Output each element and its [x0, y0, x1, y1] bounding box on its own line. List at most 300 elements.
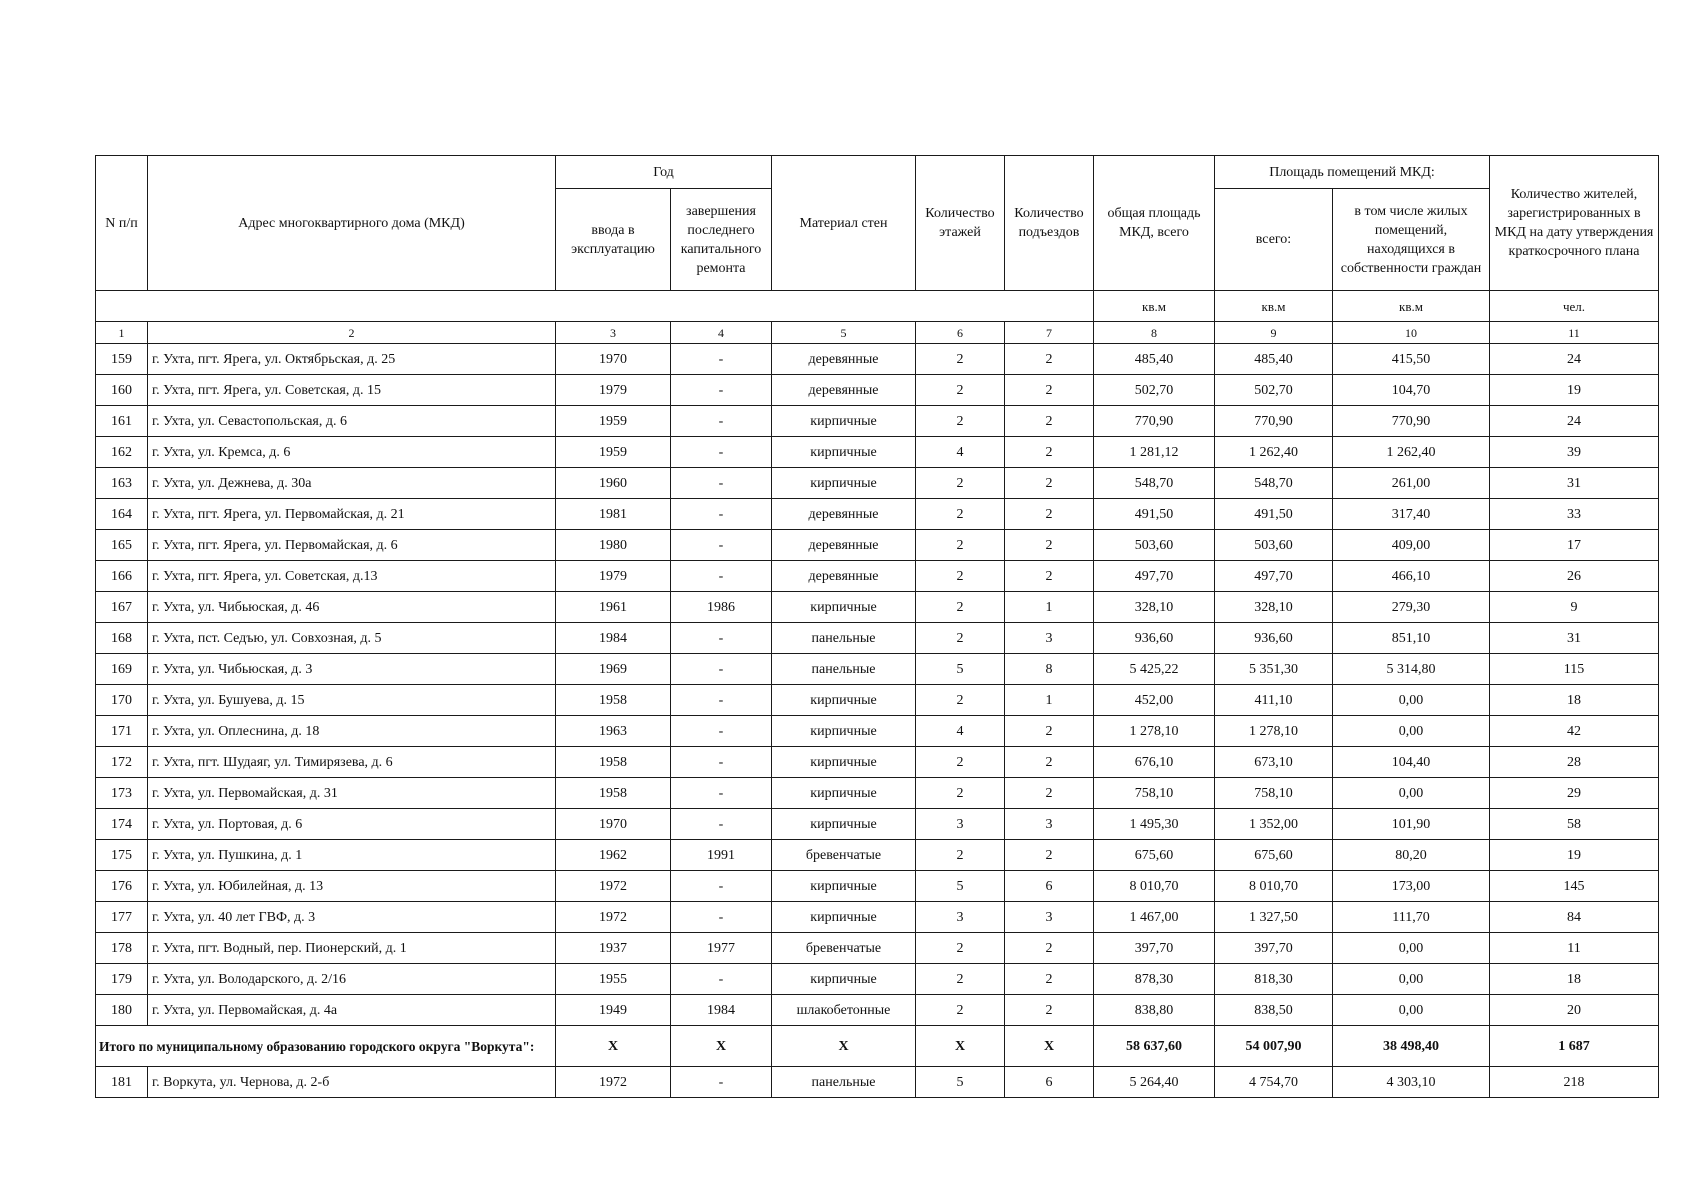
row-address: г. Ухта, пгт. Шудаяг, ул. Тимирязева, д. 6: [148, 747, 556, 778]
table-row: [96, 437, 1659, 468]
column-number: 1: [96, 322, 148, 344]
row-total-area: 328,10: [1094, 592, 1215, 623]
row-area-all: 838,50: [1215, 995, 1333, 1026]
row-num: 161: [96, 406, 148, 437]
row-num: 167: [96, 592, 148, 623]
row-year-commission: 1972: [556, 902, 671, 933]
row-residents: 11: [1490, 933, 1659, 964]
row-entrances: 2: [1005, 530, 1094, 561]
row-num: 180: [96, 995, 148, 1026]
row-total-area: 676,10: [1094, 747, 1215, 778]
row-floors: 5: [916, 654, 1005, 685]
header-year-commission: ввода в эксплуатацию: [556, 189, 671, 291]
row-total-area: 1 467,00: [1094, 902, 1215, 933]
total-cell: 38 498,40: [1333, 1026, 1490, 1067]
row-year-commission: 1979: [556, 561, 671, 592]
row-area-private: 279,30: [1333, 592, 1490, 623]
row-entrances: 2: [1005, 468, 1094, 499]
row-floors: 2: [916, 344, 1005, 375]
row-floors: 2: [916, 561, 1005, 592]
table-row: [96, 747, 1659, 778]
row-year-repair: -: [671, 902, 772, 933]
row-area-all: 675,60: [1215, 840, 1333, 871]
row-area-all: 1 278,10: [1215, 716, 1333, 747]
row-address: г. Ухта, ул. Пушкина, д. 1: [148, 840, 556, 871]
row-entrances: 2: [1005, 964, 1094, 995]
row-address: г. Ухта, ул. Чибьюская, д. 46: [148, 592, 556, 623]
row-year-repair: -: [671, 468, 772, 499]
row-residents: 145: [1490, 871, 1659, 902]
row-wall-material: кирпичные: [772, 716, 916, 747]
table-row: [96, 499, 1659, 530]
row-year-repair: -: [671, 499, 772, 530]
table-row: [96, 871, 1659, 902]
row-floors: 3: [916, 902, 1005, 933]
row-entrances: 2: [1005, 778, 1094, 809]
row-year-commission: 1961: [556, 592, 671, 623]
row-num: 172: [96, 747, 148, 778]
table-row: [96, 344, 1659, 375]
row-residents: 31: [1490, 623, 1659, 654]
row-year-commission: 1959: [556, 406, 671, 437]
row-wall-material: кирпичные: [772, 592, 916, 623]
row-area-private: 317,40: [1333, 499, 1490, 530]
row-address: г. Ухта, ул. Портовая, д. 6: [148, 809, 556, 840]
row-address: г. Ухта, ул. Первомайская, д. 31: [148, 778, 556, 809]
row-total-area: 1 281,12: [1094, 437, 1215, 468]
row-entrances: 8: [1005, 654, 1094, 685]
row-entrances: 2: [1005, 933, 1094, 964]
table-body: [96, 344, 1659, 1026]
header-total-area: общая площадь МКД, всего: [1094, 156, 1215, 291]
row-address: г. Ухта, пгт. Ярега, ул. Октябрьская, д. 25: [148, 344, 556, 375]
row-floors: 5: [916, 871, 1005, 902]
table-row: [96, 530, 1659, 561]
row-floors: 4: [916, 716, 1005, 747]
row-residents: 18: [1490, 685, 1659, 716]
row-num: 174: [96, 809, 148, 840]
row-area-all: 411,10: [1215, 685, 1333, 716]
header-num: N п/п: [96, 156, 148, 291]
row-total-area: 838,80: [1094, 995, 1215, 1026]
row-residents: 115: [1490, 654, 1659, 685]
header-area-private: в том числе жилых помещений, находящихся в собственности граждан: [1333, 189, 1490, 291]
row-residents: 24: [1490, 344, 1659, 375]
row-num: 177: [96, 902, 148, 933]
row-address: г. Ухта, ул. Оплеснина, д. 18: [148, 716, 556, 747]
row-wall-material: деревянные: [772, 561, 916, 592]
row-year-repair: -: [671, 654, 772, 685]
table-row: [96, 406, 1659, 437]
row-total-area: 758,10: [1094, 778, 1215, 809]
row-area-private: 0,00: [1333, 716, 1490, 747]
row-area-all: 818,30: [1215, 964, 1333, 995]
row-year-repair: -: [671, 778, 772, 809]
row-year-commission: 1959: [556, 437, 671, 468]
row-year-commission: 1963: [556, 716, 671, 747]
row-num: 179: [96, 964, 148, 995]
row-entrances: 6: [1005, 1067, 1094, 1098]
row-year-commission: 1980: [556, 530, 671, 561]
row-address: г. Ухта, пгт. Водный, пер. Пионерский, д. 1: [148, 933, 556, 964]
row-floors: 2: [916, 375, 1005, 406]
row-entrances: 3: [1005, 902, 1094, 933]
row-year-repair: -: [671, 344, 772, 375]
row-wall-material: кирпичные: [772, 902, 916, 933]
row-entrances: 2: [1005, 406, 1094, 437]
row-area-all: 936,60: [1215, 623, 1333, 654]
row-residents: 18: [1490, 964, 1659, 995]
row-residents: 20: [1490, 995, 1659, 1026]
row-residents: 19: [1490, 840, 1659, 871]
total-cell: 54 007,90: [1215, 1026, 1333, 1067]
row-address: г. Ухта, ул. Володарского, д. 2/16: [148, 964, 556, 995]
row-floors: 2: [916, 406, 1005, 437]
row-area-private: 0,00: [1333, 685, 1490, 716]
column-number: 3: [556, 322, 671, 344]
row-wall-material: панельные: [772, 1067, 916, 1098]
row-address: г. Ухта, пгт. Ярега, ул. Первомайская, д. 21: [148, 499, 556, 530]
row-address: г. Ухта, пгт. Ярега, ул. Советская, д. 15: [148, 375, 556, 406]
row-wall-material: панельные: [772, 654, 916, 685]
row-year-repair: -: [671, 716, 772, 747]
unit-total-area: кв.м: [1094, 291, 1215, 322]
housing-table-sheet: [95, 155, 1658, 1098]
row-wall-material: деревянные: [772, 375, 916, 406]
row-floors: 2: [916, 964, 1005, 995]
table-row: [96, 716, 1659, 747]
row-area-private: 0,00: [1333, 995, 1490, 1026]
row-year-repair: -: [671, 1067, 772, 1098]
row-num: 175: [96, 840, 148, 871]
column-number: 11: [1490, 322, 1659, 344]
row-total-area: 503,60: [1094, 530, 1215, 561]
row-entrances: 2: [1005, 995, 1094, 1026]
row-year-commission: 1955: [556, 964, 671, 995]
row-entrances: 1: [1005, 592, 1094, 623]
row-residents: 17: [1490, 530, 1659, 561]
column-number: 10: [1333, 322, 1490, 344]
row-area-all: 502,70: [1215, 375, 1333, 406]
total-cell: X: [772, 1026, 916, 1067]
row-address: г. Ухта, пгт. Ярега, ул. Советская, д.13: [148, 561, 556, 592]
row-year-commission: 1962: [556, 840, 671, 871]
header-year-repair: завершения последнего капитального ремонта: [671, 189, 772, 291]
row-residents: 24: [1490, 406, 1659, 437]
row-residents: 58: [1490, 809, 1659, 840]
row-area-private: 101,90: [1333, 809, 1490, 840]
row-entrances: 2: [1005, 561, 1094, 592]
row-total-area: 1 495,30: [1094, 809, 1215, 840]
row-address: г. Ухта, ул. Севастопольская, д. 6: [148, 406, 556, 437]
row-entrances: 2: [1005, 375, 1094, 406]
row-area-private: 770,90: [1333, 406, 1490, 437]
table-row: [96, 561, 1659, 592]
row-entrances: 6: [1005, 871, 1094, 902]
row-area-private: 80,20: [1333, 840, 1490, 871]
row-num: 163: [96, 468, 148, 499]
row-area-all: 770,90: [1215, 406, 1333, 437]
row-wall-material: кирпичные: [772, 406, 916, 437]
row-address: г. Воркута, ул. Чернова, д. 2-б: [148, 1067, 556, 1098]
row-area-private: 466,10: [1333, 561, 1490, 592]
unit-area-all: кв.м: [1215, 291, 1333, 322]
row-year-repair: -: [671, 747, 772, 778]
row-residents: 33: [1490, 499, 1659, 530]
table-row: [96, 964, 1659, 995]
row-residents: 19: [1490, 375, 1659, 406]
row-wall-material: кирпичные: [772, 468, 916, 499]
table-row: [96, 778, 1659, 809]
row-address: г. Ухта, ул. Дежнева, д. 30а: [148, 468, 556, 499]
row-wall-material: панельные: [772, 623, 916, 654]
header-wall-material: Материал стен: [772, 156, 916, 291]
row-year-repair: -: [671, 530, 772, 561]
row-floors: 2: [916, 592, 1005, 623]
row-residents: 28: [1490, 747, 1659, 778]
row-total-area: 770,90: [1094, 406, 1215, 437]
row-floors: 2: [916, 499, 1005, 530]
row-num: 160: [96, 375, 148, 406]
row-area-all: 503,60: [1215, 530, 1333, 561]
row-year-repair: 1984: [671, 995, 772, 1026]
row-area-private: 0,00: [1333, 933, 1490, 964]
header-address: Адрес многоквартирного дома (МКД): [148, 156, 556, 291]
row-year-repair: 1977: [671, 933, 772, 964]
row-year-commission: 1972: [556, 871, 671, 902]
table-row: [96, 809, 1659, 840]
row-area-private: 173,00: [1333, 871, 1490, 902]
total-cell: X: [671, 1026, 772, 1067]
row-total-area: 397,70: [1094, 933, 1215, 964]
row-wall-material: кирпичные: [772, 685, 916, 716]
row-year-commission: 1970: [556, 809, 671, 840]
row-wall-material: кирпичные: [772, 871, 916, 902]
row-residents: 29: [1490, 778, 1659, 809]
row-year-repair: -: [671, 623, 772, 654]
row-year-commission: 1958: [556, 747, 671, 778]
row-year-commission: 1970: [556, 344, 671, 375]
row-address: г. Ухта, ул. 40 лет ГВФ, д. 3: [148, 902, 556, 933]
row-floors: 2: [916, 623, 1005, 654]
row-wall-material: кирпичные: [772, 964, 916, 995]
row-year-repair: -: [671, 375, 772, 406]
row-total-area: 5 425,22: [1094, 654, 1215, 685]
row-num: 165: [96, 530, 148, 561]
total-cell: X: [916, 1026, 1005, 1067]
header-area-group: Площадь помещений МКД:: [1215, 156, 1490, 189]
row-wall-material: бревенчатые: [772, 933, 916, 964]
row-num: 164: [96, 499, 148, 530]
row-wall-material: шлакобетонные: [772, 995, 916, 1026]
row-entrances: 2: [1005, 747, 1094, 778]
column-number: 9: [1215, 322, 1333, 344]
row-year-commission: 1972: [556, 1067, 671, 1098]
table-row: [96, 902, 1659, 933]
row-area-private: 415,50: [1333, 344, 1490, 375]
row-area-all: 673,10: [1215, 747, 1333, 778]
row-year-repair: -: [671, 871, 772, 902]
row-year-commission: 1960: [556, 468, 671, 499]
row-area-all: 1 327,50: [1215, 902, 1333, 933]
row-area-all: 8 010,70: [1215, 871, 1333, 902]
row-area-private: 111,70: [1333, 902, 1490, 933]
row-floors: 2: [916, 747, 1005, 778]
row-floors: 3: [916, 809, 1005, 840]
row-area-private: 0,00: [1333, 964, 1490, 995]
row-total-area: 497,70: [1094, 561, 1215, 592]
row-total-area: 548,70: [1094, 468, 1215, 499]
row-address: г. Ухта, пст. Седъю, ул. Совхозная, д. 5: [148, 623, 556, 654]
row-area-private: 851,10: [1333, 623, 1490, 654]
row-year-commission: 1984: [556, 623, 671, 654]
row-floors: 5: [916, 1067, 1005, 1098]
row-wall-material: кирпичные: [772, 778, 916, 809]
row-area-all: 1 262,40: [1215, 437, 1333, 468]
column-number: 5: [772, 322, 916, 344]
row-year-repair: 1991: [671, 840, 772, 871]
row-year-commission: 1979: [556, 375, 671, 406]
row-area-private: 5 314,80: [1333, 654, 1490, 685]
column-number-row: [96, 322, 1659, 344]
row-address: г. Ухта, ул. Первомайская, д. 4а: [148, 995, 556, 1026]
row-year-commission: 1949: [556, 995, 671, 1026]
row-wall-material: кирпичные: [772, 437, 916, 468]
row-year-repair: 1986: [671, 592, 772, 623]
row-area-all: 485,40: [1215, 344, 1333, 375]
row-total-area: 878,30: [1094, 964, 1215, 995]
row-area-private: 261,00: [1333, 468, 1490, 499]
row-area-all: 491,50: [1215, 499, 1333, 530]
row-total-area: 675,60: [1094, 840, 1215, 871]
row-residents: 9: [1490, 592, 1659, 623]
column-number: 8: [1094, 322, 1215, 344]
row-entrances: 2: [1005, 344, 1094, 375]
row-wall-material: бревенчатые: [772, 840, 916, 871]
row-area-all: 4 754,70: [1215, 1067, 1333, 1098]
table-row: [96, 654, 1659, 685]
unit-residents: чел.: [1490, 291, 1659, 322]
row-area-private: 104,40: [1333, 747, 1490, 778]
table-row: [96, 468, 1659, 499]
column-number: 2: [148, 322, 556, 344]
row-floors: 2: [916, 530, 1005, 561]
row-total-area: 936,60: [1094, 623, 1215, 654]
row-area-private: 409,00: [1333, 530, 1490, 561]
column-number: 7: [1005, 322, 1094, 344]
row-total-area: 452,00: [1094, 685, 1215, 716]
total-cell: X: [1005, 1026, 1094, 1067]
row-total-area: 8 010,70: [1094, 871, 1215, 902]
row-residents: 39: [1490, 437, 1659, 468]
row-entrances: 2: [1005, 716, 1094, 747]
row-wall-material: кирпичные: [772, 809, 916, 840]
row-year-repair: -: [671, 561, 772, 592]
table-row: [96, 685, 1659, 716]
row-total-area: 485,40: [1094, 344, 1215, 375]
total-cell: 1 687: [1490, 1026, 1659, 1067]
row-year-repair: -: [671, 406, 772, 437]
row-num: 166: [96, 561, 148, 592]
row-address: г. Ухта, ул. Кремса, д. 6: [148, 437, 556, 468]
row-num: 178: [96, 933, 148, 964]
row-residents: 84: [1490, 902, 1659, 933]
row-entrances: 2: [1005, 437, 1094, 468]
header-area-all: всего:: [1215, 189, 1333, 291]
row-num: 169: [96, 654, 148, 685]
unit-area-private: кв.м: [1333, 291, 1490, 322]
row-num: 176: [96, 871, 148, 902]
table-row: [96, 623, 1659, 654]
row-address: г. Ухта, пгт. Ярега, ул. Первомайская, д. 6: [148, 530, 556, 561]
housing-table: [95, 155, 1659, 1098]
row-area-private: 0,00: [1333, 778, 1490, 809]
row-entrances: 2: [1005, 840, 1094, 871]
row-area-private: 1 262,40: [1333, 437, 1490, 468]
header-year-group: Год: [556, 156, 772, 189]
row-total-area: 1 278,10: [1094, 716, 1215, 747]
row-area-all: 397,70: [1215, 933, 1333, 964]
row-floors: 2: [916, 995, 1005, 1026]
row-floors: 2: [916, 933, 1005, 964]
row-area-all: 5 351,30: [1215, 654, 1333, 685]
row-year-repair: -: [671, 964, 772, 995]
table-row: [96, 592, 1659, 623]
row-address: г. Ухта, ул. Бушуева, д. 15: [148, 685, 556, 716]
row-area-all: 1 352,00: [1215, 809, 1333, 840]
row-area-all: 548,70: [1215, 468, 1333, 499]
row-floors: 2: [916, 778, 1005, 809]
row-year-repair: -: [671, 437, 772, 468]
header-unit-spacer: [96, 291, 1094, 322]
row-num: 170: [96, 685, 148, 716]
row-year-commission: 1981: [556, 499, 671, 530]
row-num: 181: [96, 1067, 148, 1098]
row-area-private: 4 303,10: [1333, 1067, 1490, 1098]
table-row: [96, 840, 1659, 871]
total-cell: 58 637,60: [1094, 1026, 1215, 1067]
row-entrances: 2: [1005, 499, 1094, 530]
row-year-repair: -: [671, 685, 772, 716]
row-floors: 2: [916, 468, 1005, 499]
row-total-area: 502,70: [1094, 375, 1215, 406]
row-num: 159: [96, 344, 148, 375]
header-entrances: Количество подъездов: [1005, 156, 1094, 291]
row-total-area: 491,50: [1094, 499, 1215, 530]
row-area-all: 758,10: [1215, 778, 1333, 809]
row-residents: 218: [1490, 1067, 1659, 1098]
row-entrances: 3: [1005, 623, 1094, 654]
table-row: [96, 933, 1659, 964]
table-row: [96, 995, 1659, 1026]
row-wall-material: деревянные: [772, 499, 916, 530]
row-total-area: 5 264,40: [1094, 1067, 1215, 1098]
total-row: [96, 1026, 1659, 1067]
total-cell: X: [556, 1026, 671, 1067]
row-num: 173: [96, 778, 148, 809]
row-residents: 26: [1490, 561, 1659, 592]
row-num: 168: [96, 623, 148, 654]
row-year-commission: 1969: [556, 654, 671, 685]
row-wall-material: деревянные: [772, 530, 916, 561]
row-floors: 2: [916, 685, 1005, 716]
row-year-commission: 1958: [556, 685, 671, 716]
table-row: [96, 1067, 1659, 1098]
row-entrances: 3: [1005, 809, 1094, 840]
row-residents: 42: [1490, 716, 1659, 747]
row-area-all: 328,10: [1215, 592, 1333, 623]
row-area-private: 104,70: [1333, 375, 1490, 406]
